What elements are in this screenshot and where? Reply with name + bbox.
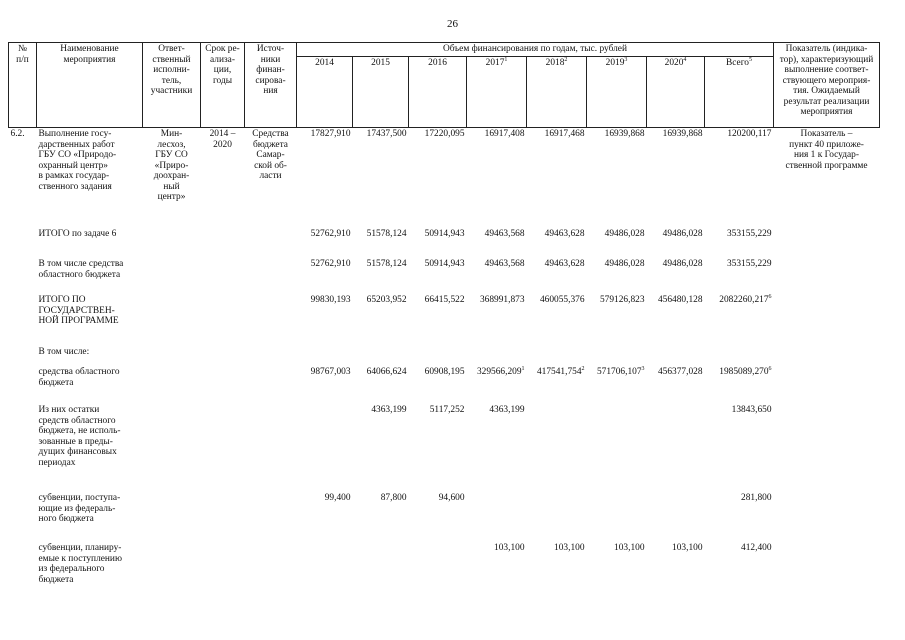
row-value-2: 94,600 xyxy=(438,493,465,503)
header-year-2: 2016 xyxy=(409,56,467,128)
row-value-1: 64066,624 xyxy=(366,367,407,377)
row-value-7: 353155,229 xyxy=(726,229,772,239)
row-value-4 xyxy=(527,404,587,492)
row-responsible xyxy=(143,228,201,258)
header-financing: Объем финансирования по годам, тыс. рублей xyxy=(297,43,774,57)
row-sources: Средства бюджета Самар- ской об- ласти xyxy=(252,129,289,181)
row-name: ИТОГО по задаче 6 xyxy=(38,229,117,239)
row-period xyxy=(201,366,245,404)
row-value-0 xyxy=(297,346,353,366)
row-value-0: 52762,910 xyxy=(310,229,351,239)
row-responsible xyxy=(143,258,201,294)
row-name: Из них остатки средств областного бюджета, не исполь- зованные в преды- дущих финансовых периодах xyxy=(38,405,121,468)
row-num xyxy=(9,228,37,258)
row-value-4: 49463,628 xyxy=(544,229,585,239)
row-indicator xyxy=(774,346,880,366)
row-value-7: 13843,650 xyxy=(731,405,772,415)
row-value-7: 120200,117 xyxy=(727,129,772,139)
row-value-5: 16939,868 xyxy=(604,129,645,139)
row-indicator xyxy=(774,492,880,542)
row-value-2 xyxy=(409,346,467,366)
header-period: Срок ре- ализа- ции, годы xyxy=(201,43,245,128)
row-responsible xyxy=(143,542,201,600)
row-responsible xyxy=(143,294,201,346)
row-indicator xyxy=(774,404,880,492)
row-num xyxy=(9,542,37,600)
row-value-4: 417541,754$^2$ xyxy=(536,365,585,377)
row-value-4: 49463,628 xyxy=(544,259,585,269)
row-value-2: 60908,195 xyxy=(424,367,465,377)
row-value-5 xyxy=(587,346,647,366)
row-value-1: 4363,199 xyxy=(371,405,407,415)
row-period xyxy=(201,492,245,542)
row-value-0 xyxy=(297,542,353,600)
row-value-3: 49463,568 xyxy=(484,259,525,269)
row-value-7 xyxy=(705,346,774,366)
row-period xyxy=(201,228,245,258)
row-indicator xyxy=(774,294,880,346)
row-value-4: 16917,468 xyxy=(544,129,585,139)
row-sources xyxy=(245,366,297,404)
row-value-4 xyxy=(527,492,587,542)
row-value-2: 5117,252 xyxy=(429,405,465,415)
table-row xyxy=(9,294,880,346)
row-value-6 xyxy=(647,346,705,366)
row-responsible xyxy=(143,492,201,542)
header-year-1: 2015 xyxy=(353,56,409,128)
row-indicator xyxy=(774,366,880,404)
row-name: субвенции, планиру- емые к поступлению из федерального бюджета xyxy=(38,543,122,585)
header-name: Наименование мероприятия xyxy=(37,43,143,128)
row-value-5 xyxy=(587,492,647,542)
row-value-2: 17220,095 xyxy=(424,129,465,139)
header-responsible: Ответ- ственный исполни- тель, участники xyxy=(143,43,201,128)
row-value-7: 281,800 xyxy=(741,493,772,503)
header-year-4: 2018$^2$ xyxy=(527,56,587,128)
row-value-7: 2082260,217$^6$ xyxy=(719,293,772,305)
row-indicator xyxy=(774,542,880,600)
row-value-0: 99830,193 xyxy=(310,295,351,305)
row-value-5: 103,100 xyxy=(614,543,645,553)
row-value-7: 412,400 xyxy=(741,543,772,553)
row-value-5: 49486,028 xyxy=(604,229,645,239)
row-num xyxy=(9,366,37,404)
row-value-6: 456480,128 xyxy=(657,295,703,305)
row-value-2: 50914,943 xyxy=(424,259,465,269)
table-row xyxy=(9,228,880,258)
row-name: Выполнение госу- дарственных работ ГБУ СО «Природо- охранный центр» в рамках государ- ственного задания xyxy=(38,129,117,192)
row-value-4: 103,100 xyxy=(554,543,585,553)
row-value-0: 52762,910 xyxy=(310,259,351,269)
row-value-3 xyxy=(467,492,527,542)
row-value-3 xyxy=(467,346,527,366)
financing-table xyxy=(8,42,880,600)
row-value-3: 329566,209$^1$ xyxy=(476,365,525,377)
header-num: № п/п xyxy=(9,43,37,128)
header-sources: Источ- ники финан- сирова- ния xyxy=(245,43,297,128)
row-value-6: 456377,028 xyxy=(657,367,703,377)
row-period xyxy=(201,404,245,492)
table-row xyxy=(9,492,880,542)
row-sources xyxy=(245,542,297,600)
row-period xyxy=(201,258,245,294)
row-period xyxy=(201,294,245,346)
row-value-6: 49486,028 xyxy=(662,229,703,239)
table-row xyxy=(9,404,880,492)
page-number: 26 xyxy=(447,18,458,30)
header-year-3: 2017$^1$ xyxy=(467,56,527,128)
row-num xyxy=(9,492,37,542)
row-sources xyxy=(245,228,297,258)
row-value-2 xyxy=(409,542,467,600)
header-year-7: Всего$^5$ xyxy=(705,56,774,128)
row-value-3: 16917,408 xyxy=(484,129,525,139)
row-value-5: 49486,028 xyxy=(604,259,645,269)
row-value-0: 17827,910 xyxy=(310,129,351,139)
row-sources xyxy=(245,492,297,542)
row-value-0 xyxy=(297,404,353,492)
row-name: средства областного бюджета xyxy=(38,367,120,388)
table-row xyxy=(9,128,880,229)
row-value-2: 66415,522 xyxy=(424,295,465,305)
row-responsible xyxy=(143,346,201,366)
row-value-3: 368991,873 xyxy=(479,295,525,305)
row-indicator: Показатель – пункт 40 приложе- ния 1 к Государ- ственной программе xyxy=(785,129,868,171)
row-value-3: 103,100 xyxy=(494,543,525,553)
row-value-5: 579126,823 xyxy=(599,295,645,305)
row-name: субвенции, поступа- ющие из федераль- ного бюджета xyxy=(38,493,121,524)
row-value-5: 571706,107$^3$ xyxy=(596,365,645,377)
row-name: В том числе: xyxy=(38,347,90,357)
row-responsible: Мин- лесхоз, ГБУ СО «Приро- доохран- ный центр» xyxy=(153,129,190,202)
table-row xyxy=(9,346,880,366)
row-value-6: 103,100 xyxy=(672,543,703,553)
header-year-6: 2020$^4$ xyxy=(647,56,705,128)
row-value-6: 16939,868 xyxy=(662,129,703,139)
row-value-4: 460055,376 xyxy=(539,295,585,305)
row-value-7: 1985089,270$^6$ xyxy=(719,365,772,377)
row-num: 6.2. xyxy=(10,129,25,139)
row-indicator xyxy=(774,258,880,294)
row-value-4 xyxy=(527,346,587,366)
row-responsible xyxy=(143,404,201,492)
row-period xyxy=(201,542,245,600)
row-num xyxy=(9,404,37,492)
row-value-1: 51578,124 xyxy=(366,259,407,269)
row-value-2: 50914,943 xyxy=(424,229,465,239)
row-value-0: 98767,003 xyxy=(310,367,351,377)
row-value-6: 49486,028 xyxy=(662,259,703,269)
row-name: ИТОГО ПО ГОСУДАРСТВЕН- НОЙ ПРОГРАММЕ xyxy=(38,295,119,326)
table-row xyxy=(9,258,880,294)
row-value-6 xyxy=(647,404,705,492)
row-value-1 xyxy=(353,346,409,366)
row-value-1: 87,800 xyxy=(380,493,407,503)
row-responsible xyxy=(143,366,201,404)
row-sources xyxy=(245,404,297,492)
row-period: 2014 – 2020 xyxy=(209,129,236,150)
row-value-7: 353155,229 xyxy=(726,259,772,269)
row-sources xyxy=(245,294,297,346)
header-year-0: 2014 xyxy=(297,56,353,128)
table-row xyxy=(9,542,880,600)
row-sources xyxy=(245,346,297,366)
row-value-1: 65203,952 xyxy=(366,295,407,305)
row-indicator xyxy=(774,228,880,258)
header-year-5: 2019$^3$ xyxy=(587,56,647,128)
table-row xyxy=(9,366,880,404)
row-value-6 xyxy=(647,492,705,542)
row-num xyxy=(9,294,37,346)
row-value-5 xyxy=(587,404,647,492)
row-sources xyxy=(245,258,297,294)
row-name: В том числе средства областного бюджета xyxy=(38,259,124,280)
row-value-1: 17437,500 xyxy=(366,129,407,139)
row-num xyxy=(9,346,37,366)
row-value-3: 4363,199 xyxy=(489,405,525,415)
row-num xyxy=(9,258,37,294)
row-value-3: 49463,568 xyxy=(484,229,525,239)
header-indicator: Показатель (индика- тор), характеризующий выполнение соответ- ствующего мероприя- тия. Ожидаемый результат реализации мероприятия xyxy=(774,43,880,128)
row-value-1: 51578,124 xyxy=(366,229,407,239)
row-value-0: 99,400 xyxy=(324,493,351,503)
row-value-1 xyxy=(353,542,409,600)
row-period xyxy=(201,346,245,366)
